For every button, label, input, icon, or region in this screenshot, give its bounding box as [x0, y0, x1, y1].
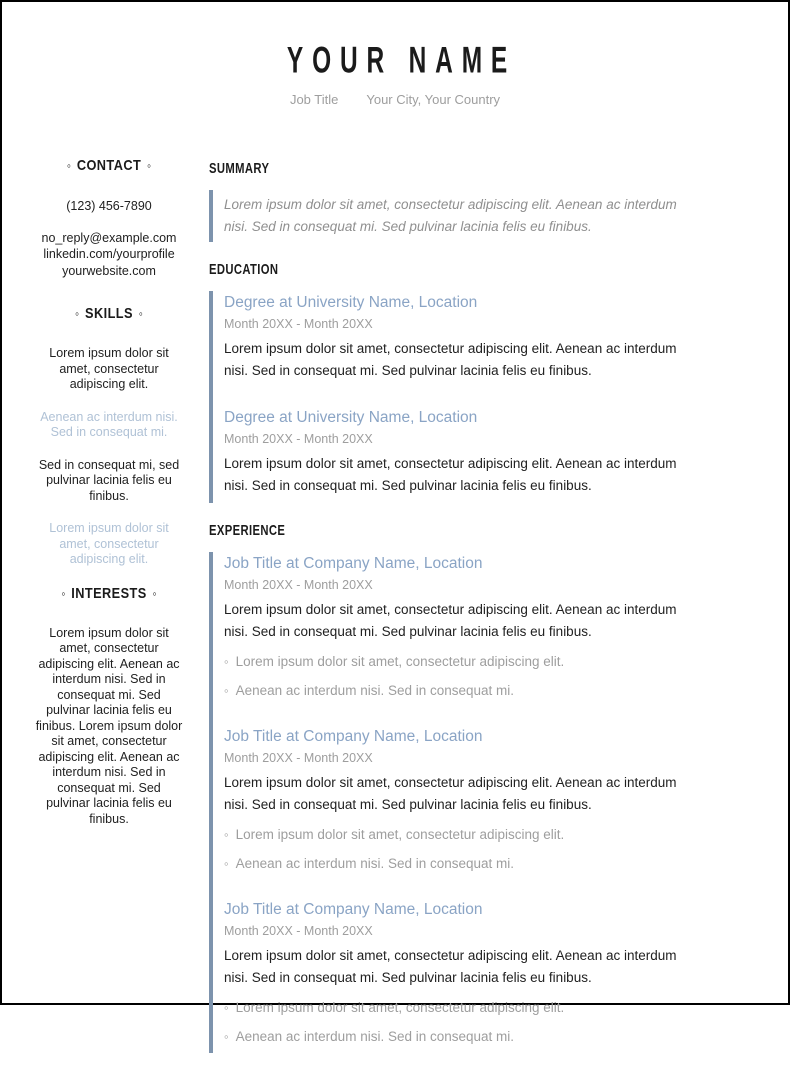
interests-text: Lorem ipsum dolor sit amet, consectetur adipiscing elit. Aenean ac interdum nisi. Sed in consequat mi. Sed pulvinar lacinia felis eu finibus. Lorem ipsum dolor sit amet, consectetur adipiscing elit. Aenean ac interdum nisi. Sed in consequat mi. Sed pulvinar lacinia felis eu finibus. — [35, 625, 183, 826]
bullet-text: Lorem ipsum dolor sit amet, consectetur adipiscing elit. — [235, 827, 565, 842]
entry-description: Lorem ipsum dolor sit amet, consectetur adipiscing elit. Aenean ac interdum nisi. Sed in consequat mi. Sed pulvinar lacinia felis eu finibus. — [224, 602, 677, 639]
interests-section-heading — [45, 585, 173, 602]
contact-email: no_reply@example.com — [41, 230, 177, 245]
contact-heading-text: CONTACT — [76, 157, 142, 174]
resume-header — [2, 40, 788, 107]
entry-title: Job Title at Company Name, Location — [224, 901, 483, 918]
entry-title: Degree at University Name, Location — [224, 409, 478, 426]
contact-links — [34, 230, 184, 280]
ring-icon: ◦ — [75, 306, 80, 321]
skills-item: Aenean ac interdum nisi. Sed in consequat mi. — [40, 409, 178, 439]
experience-entry — [224, 900, 698, 1047]
bullet-icon: ◦ — [224, 1000, 229, 1015]
entry-description: Lorem ipsum dolor sit amet, consectetur adipiscing elit. Aenean ac interdum nisi. Sed in consequat mi. Sed pulvinar lacinia felis eu finibus. — [224, 775, 677, 812]
bullet-text: Aenean ac interdum nisi. Sed in consequat mi. — [235, 1029, 515, 1044]
bullet-icon: ◦ — [224, 683, 229, 698]
education-entry — [224, 293, 698, 382]
contact-linkedin: linkedin.com/yourprofile — [43, 247, 175, 261]
experience-section — [209, 519, 698, 1053]
bullet-item — [224, 854, 698, 874]
ring-icon: ◦ — [66, 158, 71, 173]
contact-website: yourwebsite.com — [62, 263, 156, 278]
experience-heading: EXPERIENCE — [209, 522, 286, 539]
ring-icon: ◦ — [152, 585, 157, 601]
entry-title: Degree at University Name, Location — [224, 294, 478, 311]
summary-block — [209, 190, 698, 242]
bullet-item — [224, 998, 698, 1018]
education-entry — [224, 408, 698, 497]
content-columns — [2, 157, 788, 1069]
experience-entry — [224, 554, 698, 701]
ring-icon: ◦ — [138, 306, 143, 321]
location-text: Your City, Your Country — [366, 92, 501, 107]
entry-description: Lorem ipsum dolor sit amet, consectetur adipiscing elit. Aenean ac interdum nisi. Sed in consequat mi. Sed pulvinar lacinia felis eu finibus. — [224, 948, 677, 985]
entry-description: Lorem ipsum dolor sit amet, consectetur adipiscing elit. Aenean ac interdum nisi. Sed in consequat mi. Sed pulvinar lacinia felis eu finibus. — [224, 456, 677, 493]
skills-item: Lorem ipsum dolor sit amet, consectetur adipiscing elit. — [49, 521, 169, 566]
bullet-text: Lorem ipsum dolor sit amet, consectetur adipiscing elit. — [235, 654, 565, 669]
skills-item: Sed in consequat mi, sed pulvinar lacinia felis eu finibus. — [38, 457, 180, 503]
header-subtitle — [2, 92, 788, 107]
skills-item: Lorem ipsum dolor sit amet, consectetur adipiscing elit. — [49, 346, 169, 391]
summary-heading: SUMMARY — [209, 160, 270, 177]
bullet-item — [224, 825, 698, 845]
bullet-item — [224, 681, 698, 701]
bullet-icon: ◦ — [224, 1029, 229, 1044]
contact-phone: (123) 456-7890 — [66, 199, 152, 213]
ring-icon: ◦ — [61, 585, 66, 601]
education-block — [209, 291, 698, 503]
sidebar — [34, 157, 184, 827]
skills-heading-text: SKILLS — [85, 305, 133, 322]
ring-icon: ◦ — [147, 158, 152, 173]
experience-block — [209, 552, 698, 1053]
entry-dates: Month 20XX - Month 20XX — [224, 751, 373, 765]
bullet-text: Aenean ac interdum nisi. Sed in consequat mi. — [235, 856, 515, 871]
entry-dates: Month 20XX - Month 20XX — [224, 924, 373, 938]
entry-title: Job Title at Company Name, Location — [224, 555, 483, 572]
contact-section-heading — [45, 157, 173, 174]
bullet-item — [224, 1027, 698, 1047]
main-content — [209, 157, 698, 1069]
summary-section — [209, 157, 698, 242]
bullet-icon: ◦ — [224, 654, 229, 669]
education-section — [209, 258, 698, 503]
skills-section-heading — [45, 305, 173, 322]
bullet-item — [224, 652, 698, 672]
entry-title: Job Title at Company Name, Location — [224, 728, 483, 745]
bullet-icon: ◦ — [224, 827, 229, 842]
entry-description: Lorem ipsum dolor sit amet, consectetur adipiscing elit. Aenean ac interdum nisi. Sed in consequat mi. Sed pulvinar lacinia felis eu finibus. — [224, 341, 677, 378]
bullet-icon: ◦ — [224, 856, 229, 871]
bullet-text: Aenean ac interdum nisi. Sed in consequat mi. — [235, 683, 515, 698]
experience-entry — [224, 727, 698, 874]
person-name — [2, 40, 788, 80]
person-name-text: YOUR NAME — [286, 38, 517, 81]
entry-dates: Month 20XX - Month 20XX — [224, 578, 373, 592]
summary-text: Lorem ipsum dolor sit amet, consectetur adipiscing elit. Aenean ac interdum nisi. Sed in consequat mi. Sed pulvinar lacinia felis eu finibus. — [224, 197, 677, 234]
interests-heading-text: INTERESTS — [71, 584, 147, 602]
education-heading: EDUCATION — [209, 261, 279, 278]
entry-dates: Month 20XX - Month 20XX — [224, 432, 373, 446]
bullet-text: Lorem ipsum dolor sit amet, consectetur adipiscing elit. — [235, 1000, 565, 1015]
entry-dates: Month 20XX - Month 20XX — [224, 317, 373, 331]
job-title-text: Job Title — [289, 92, 339, 107]
